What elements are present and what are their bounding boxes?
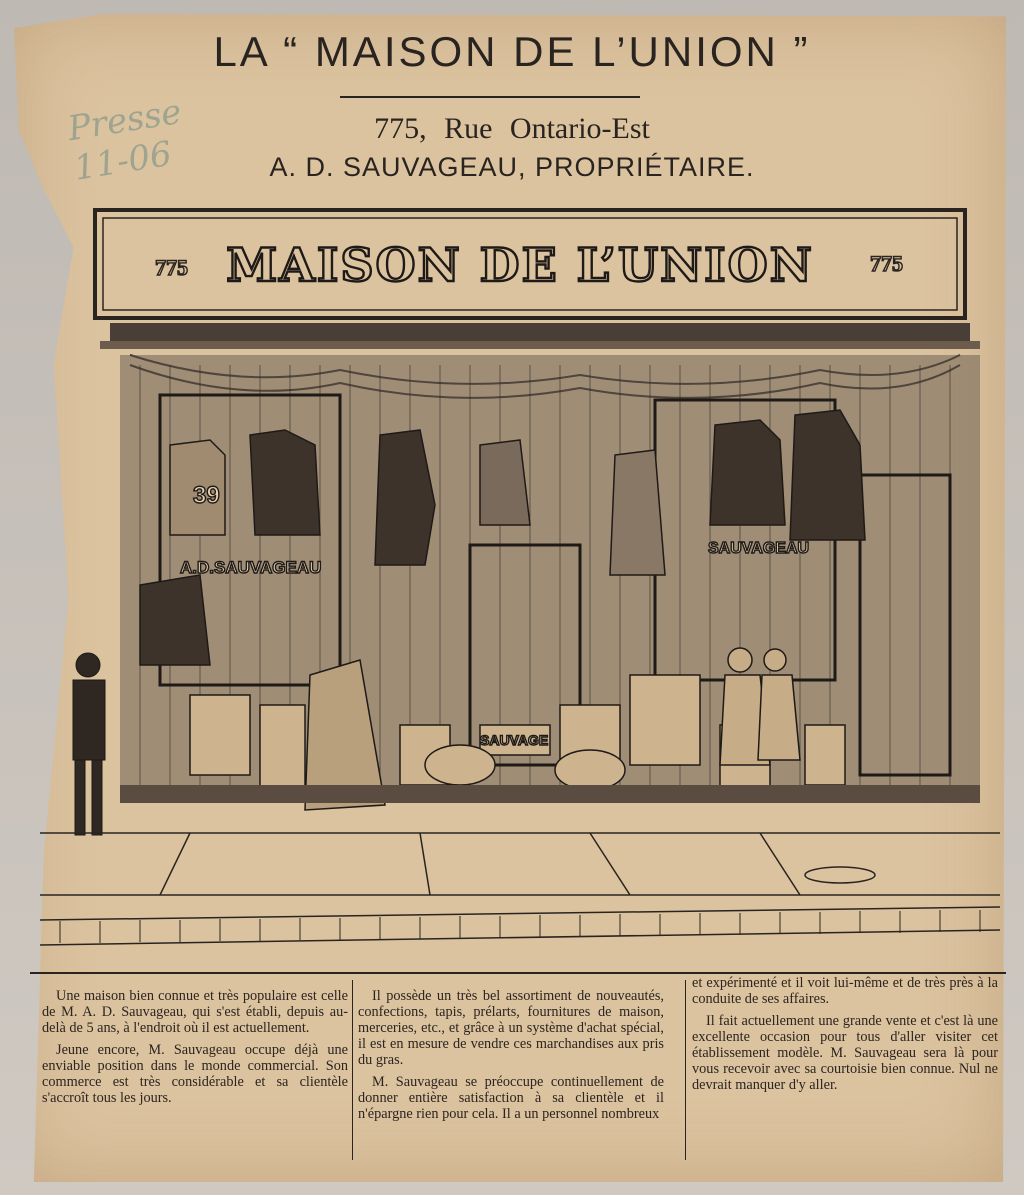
column-rule xyxy=(685,980,686,1160)
sidewalk xyxy=(40,833,1000,945)
store-sign xyxy=(95,210,965,318)
paragraph: Il possède un très bel assortiment de nouveautés, confections, tapis, prélarts, fournitures de maison, merceries, etc., et grâce à un système d'achat spécial, il est en mesure de vendre ces marchandises aux pris du gras. xyxy=(358,988,664,1068)
article-divider xyxy=(30,972,1006,974)
paragraph: Il fait actuellement une grande vente et c'est là une excellente occasion pour tous d'aller visiter cet établissement modèle. M. Sauvageau sera là pour vous recevoir avec sa courtoisie bien connue. Nul ne devrait manquer d'y aller. xyxy=(692,1013,998,1093)
title-divider xyxy=(340,96,640,98)
sign-name: MAISON DE L’UNION xyxy=(226,238,814,292)
price-tag-39: 39 xyxy=(193,482,220,509)
window-sign-left: A.D.SAUVAGEAU xyxy=(180,558,322,577)
counter-tag: SAUVAGE xyxy=(480,732,549,748)
paragraph: M. Sauvageau se préoccupe continuellement de donner entière satisfaction à sa clientèle et il n'épargne rien pour cela. Il a un personnel nombreux xyxy=(358,1074,664,1122)
article-column-3 xyxy=(692,975,998,1165)
paragraph: Jeune encore, M. Sauvageau occupe déjà une enviable position dans le monde commercial. Son commerce est très considérable et sa clientèle s'accroît tous les jours. xyxy=(42,1042,348,1106)
paragraph: Une maison bien connue et très populaire est celle de M. A. D. Sauvageau, qui s'est établi, depuis au-delà de 5 ans, à l'endroit où il est actuellement. xyxy=(42,988,348,1036)
article-column-1 xyxy=(42,988,348,1178)
window-sign-right: SAUVAGEAU xyxy=(708,540,810,557)
paragraph: et expérimenté et il voit lui-même et de très près à la conduite de ses affaires. xyxy=(692,975,998,1007)
boy-figure xyxy=(73,653,105,835)
store-address: 775, Rue Ontario-Est xyxy=(374,112,650,145)
storefront-engraving xyxy=(40,205,1000,975)
store-owner: A. D. SAUVAGEAU, PROPRIÉTAIRE. xyxy=(269,152,755,182)
sign-number-left: 775 xyxy=(155,255,188,280)
sign-number-right: 775 xyxy=(870,251,903,276)
column-rule xyxy=(352,980,353,1160)
handwritten-note-line: Presse xyxy=(65,91,185,150)
article-title: LA “ MAISON DE L’UNION ” xyxy=(213,28,811,75)
handwritten-note-line: 11-06 xyxy=(71,133,175,189)
article-column-2 xyxy=(358,988,664,1178)
